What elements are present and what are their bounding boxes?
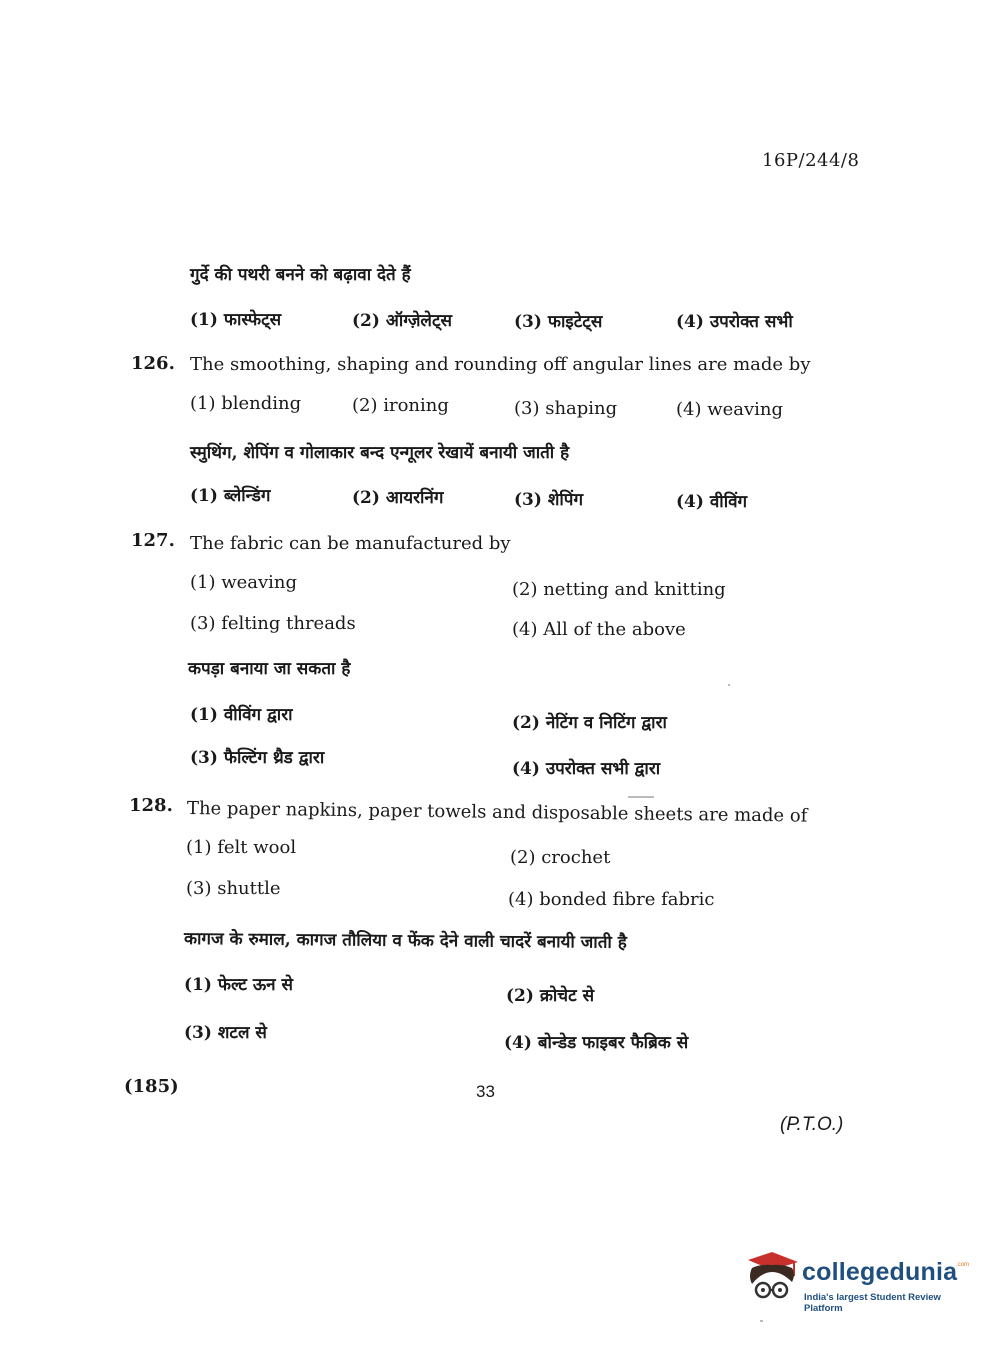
q128-english-option-2: (2) crochet (510, 847, 611, 868)
q125-hindi-option-2: (2) ऑग्ज़ेलेट्स (352, 311, 453, 331)
q128-english-option-3: (3) shuttle (186, 878, 281, 899)
q126-hindi-text: स्मुथिंग, शेपिंग व गोलाकार बन्द एन्गूलर रेखायें बनायी जाती है (190, 443, 570, 463)
q127-hindi-text: कपड़ा बनाया जा सकता है (188, 659, 351, 679)
collegedunia-mascot-icon (742, 1250, 804, 1312)
q128-hindi-option-4: (4) बोन्डेड फाइबर फैब्रिक से (504, 1033, 689, 1053)
q126-english-option-2: (2) ironing (352, 395, 449, 416)
q127-english-option-4: (4) All of the above (512, 619, 686, 640)
q127-hindi-option-3: (3) फैल्टिंग थ्रैड द्वारा (190, 748, 325, 768)
page-number: 33 (476, 1082, 495, 1101)
q125-hindi-option-4: (4) उपरोक्त सभी (676, 312, 793, 332)
q126-english-option-4: (4) weaving (676, 399, 784, 420)
q126-english-option-3: (3) shaping (514, 398, 618, 419)
q127-number: 127. (131, 530, 175, 551)
q127-english-option-3: (3) felting threads (190, 613, 356, 634)
q127-hindi-option-4: (4) उपरोक्त सभी द्वारा (512, 759, 661, 779)
q126-english-text: The smoothing, shaping and rounding off angular lines are made by (190, 354, 811, 375)
q128-hindi-option-1: (1) फेल्ट ऊन से (184, 975, 294, 995)
q127-hindi-option-2: (2) नेटिंग व निटिंग द्वारा (512, 713, 667, 733)
q125-hindi-option-1: (1) फास्फेट्स (190, 310, 282, 330)
brand-name: collegedunia (802, 1258, 958, 1286)
q126-hindi-option-1: (1) ब्लेन्डिंग (190, 486, 271, 506)
q127-english-option-2: (2) netting and knitting (512, 579, 726, 600)
q127-english-option-1: (1) weaving (190, 572, 298, 593)
q125-hindi-text: गुर्दे की पथरी बनने को बढ़ावा देते हैं (190, 265, 411, 285)
collegedunia-watermark (742, 1250, 972, 1312)
brand-tagline: India's largest Student Review Platform (804, 1292, 941, 1314)
q128-hindi-option-3: (3) शटल से (184, 1023, 267, 1043)
scan-speck (728, 684, 730, 686)
brand-domain: .com (956, 1262, 970, 1268)
q126-number: 126. (131, 353, 175, 374)
q127-hindi-option-1: (1) वीविंग द्वारा (190, 705, 293, 725)
q125-hindi-option-3: (3) फाइटेट्स (514, 312, 603, 332)
scan-speck (760, 1320, 763, 1322)
q126-english-option-1: (1) blending (190, 393, 302, 414)
scan-speck (628, 796, 654, 798)
q128-english-option-4: (4) bonded fibre fabric (508, 889, 715, 910)
please-turn-over: (P.T.O.) (780, 1114, 844, 1135)
paper-code: 16P/244/8 (762, 150, 860, 171)
q126-hindi-option-2: (2) आयरनिंग (352, 488, 444, 508)
q126-hindi-option-3: (3) शेपिंग (514, 490, 584, 510)
q128-number: 128. (129, 795, 173, 816)
q128-english-text: The paper napkins, paper towels and disposable sheets are made of (186, 798, 808, 827)
q126-hindi-option-4: (4) वीविंग (676, 492, 748, 512)
q128-hindi-option-2: (2) क्रोचेट से (506, 986, 595, 1006)
booklet-series: (185) (124, 1076, 179, 1097)
q127-english-text: The fabric can be manufactured by (190, 533, 511, 554)
q128-english-option-1: (1) felt wool (186, 837, 297, 858)
q128-hindi-text: कागज के रुमाल, कागज तौलिया व फेंक देने वाली चादरें बनायी जाती है (183, 929, 627, 953)
